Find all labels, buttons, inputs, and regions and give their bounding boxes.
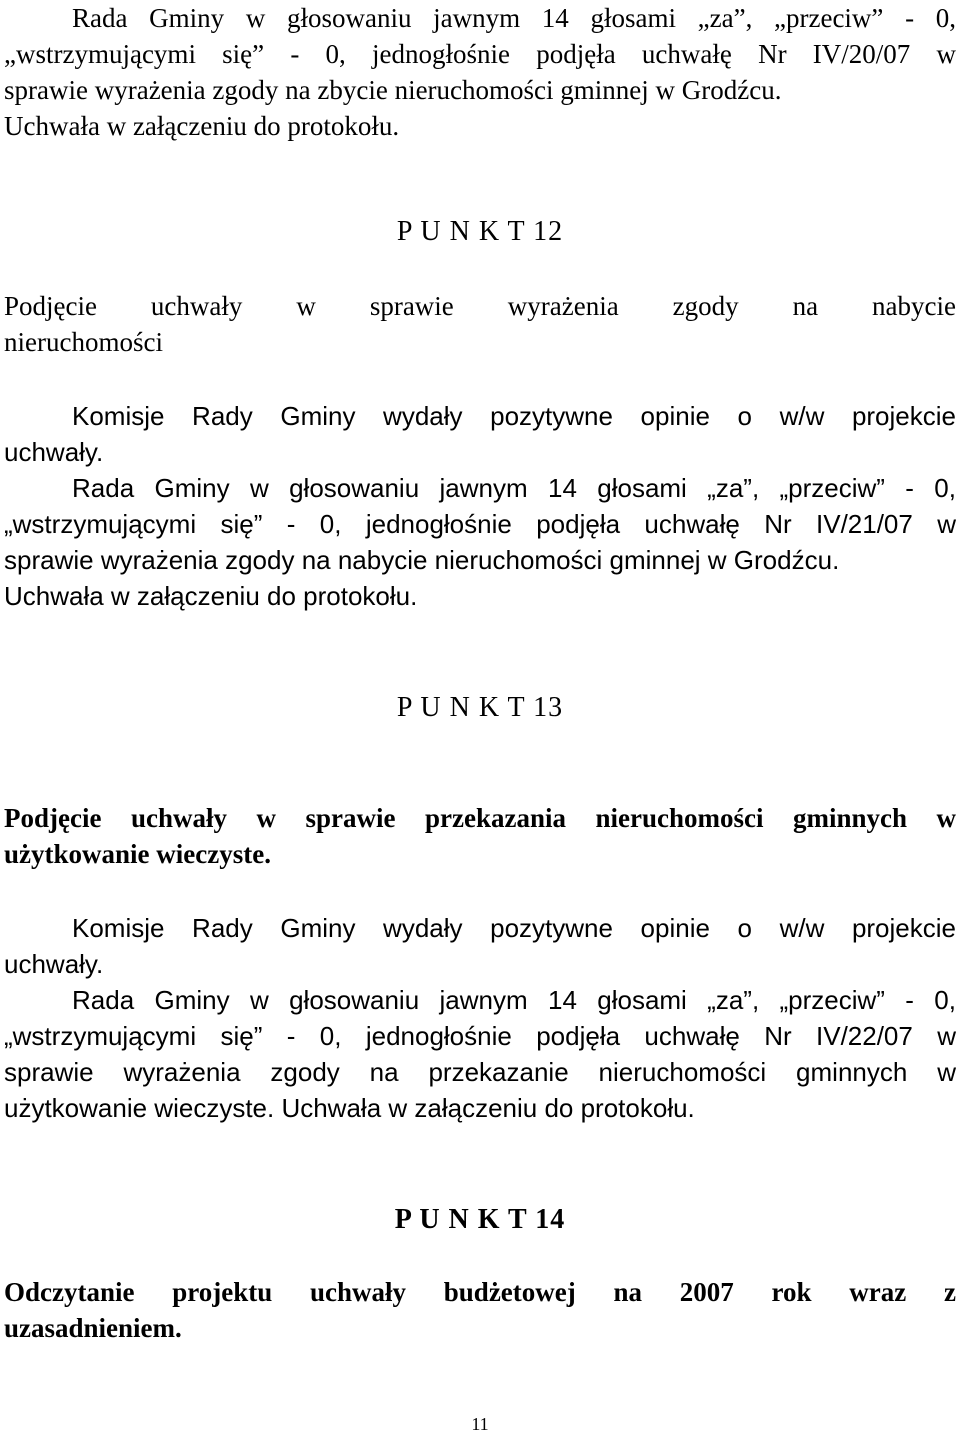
paragraph-line: Komisje Rady Gminy wydały pozytywne opinie o w/w projekcie xyxy=(72,913,956,943)
section-heading: P U N K T 13 xyxy=(396,692,564,723)
paragraph-line: „wstrzymującymi się” - 0, jednogłośnie podjęła uchwałę Nr IV/20/07 w xyxy=(4,39,956,69)
paragraph-line: uchwały. xyxy=(4,949,104,979)
paragraph-line: Rada Gminy w głosowaniu jawnym 14 głosami „za”, „przeciw” - 0, xyxy=(72,3,956,33)
paragraph-line: sprawie wyrażenia zgody na przekazanie nieruchomości gminnych w xyxy=(4,1057,956,1087)
paragraph-line: Rada Gminy w głosowaniu jawnym 14 głosami „za”, „przeciw” - 0, xyxy=(72,985,956,1015)
paragraph-line: „wstrzymującymi się” - 0, jednogłośnie podjęła uchwałę Nr IV/21/07 w xyxy=(4,509,956,539)
paragraph-line: Rada Gminy w głosowaniu jawnym 14 głosami „za”, „przeciw” - 0, xyxy=(72,473,956,503)
section-title-line: użytkowanie wieczyste. xyxy=(4,839,271,869)
paragraph-line: Komisje Rady Gminy wydały pozytywne opinie o w/w projekcie xyxy=(72,401,956,431)
section-title-line: Odczytanie projektu uchwały budżetowej na 2007 rok wraz z xyxy=(4,1277,956,1307)
section-title-line: nieruchomości xyxy=(4,327,163,357)
section-title-line: Podjęcie uchwały w sprawie przekazania nieruchomości gminnych w xyxy=(4,803,956,833)
paragraph-line: użytkowanie wieczyste. Uchwała w załączeniu do protokołu. xyxy=(4,1093,695,1123)
section-title-line: Podjęcie uchwały w sprawie wyrażenia zgody na nabycie xyxy=(4,291,956,321)
section-title-line: uzasadnieniem. xyxy=(4,1313,182,1343)
paragraph-line: Uchwała w załączeniu do protokołu. xyxy=(4,581,418,611)
paragraph-line: uchwały. xyxy=(4,437,104,467)
section-heading: P U N K T 14 xyxy=(394,1204,566,1235)
page-number: 11 xyxy=(471,1414,489,1434)
paragraph-line: „wstrzymującymi się” - 0, jednogłośnie podjęła uchwałę Nr IV/22/07 w xyxy=(4,1021,956,1051)
paragraph-line: sprawie wyrażenia zgody na zbycie nieruchomości gminnej w Grodźcu. xyxy=(4,75,782,105)
paragraph-line: sprawie wyrażenia zgody na nabycie nieruchomości gminnej w Grodźcu. xyxy=(4,545,840,575)
paragraph-line: Uchwała w załączeniu do protokołu. xyxy=(4,111,400,141)
section-heading: P U N K T 12 xyxy=(396,216,564,247)
